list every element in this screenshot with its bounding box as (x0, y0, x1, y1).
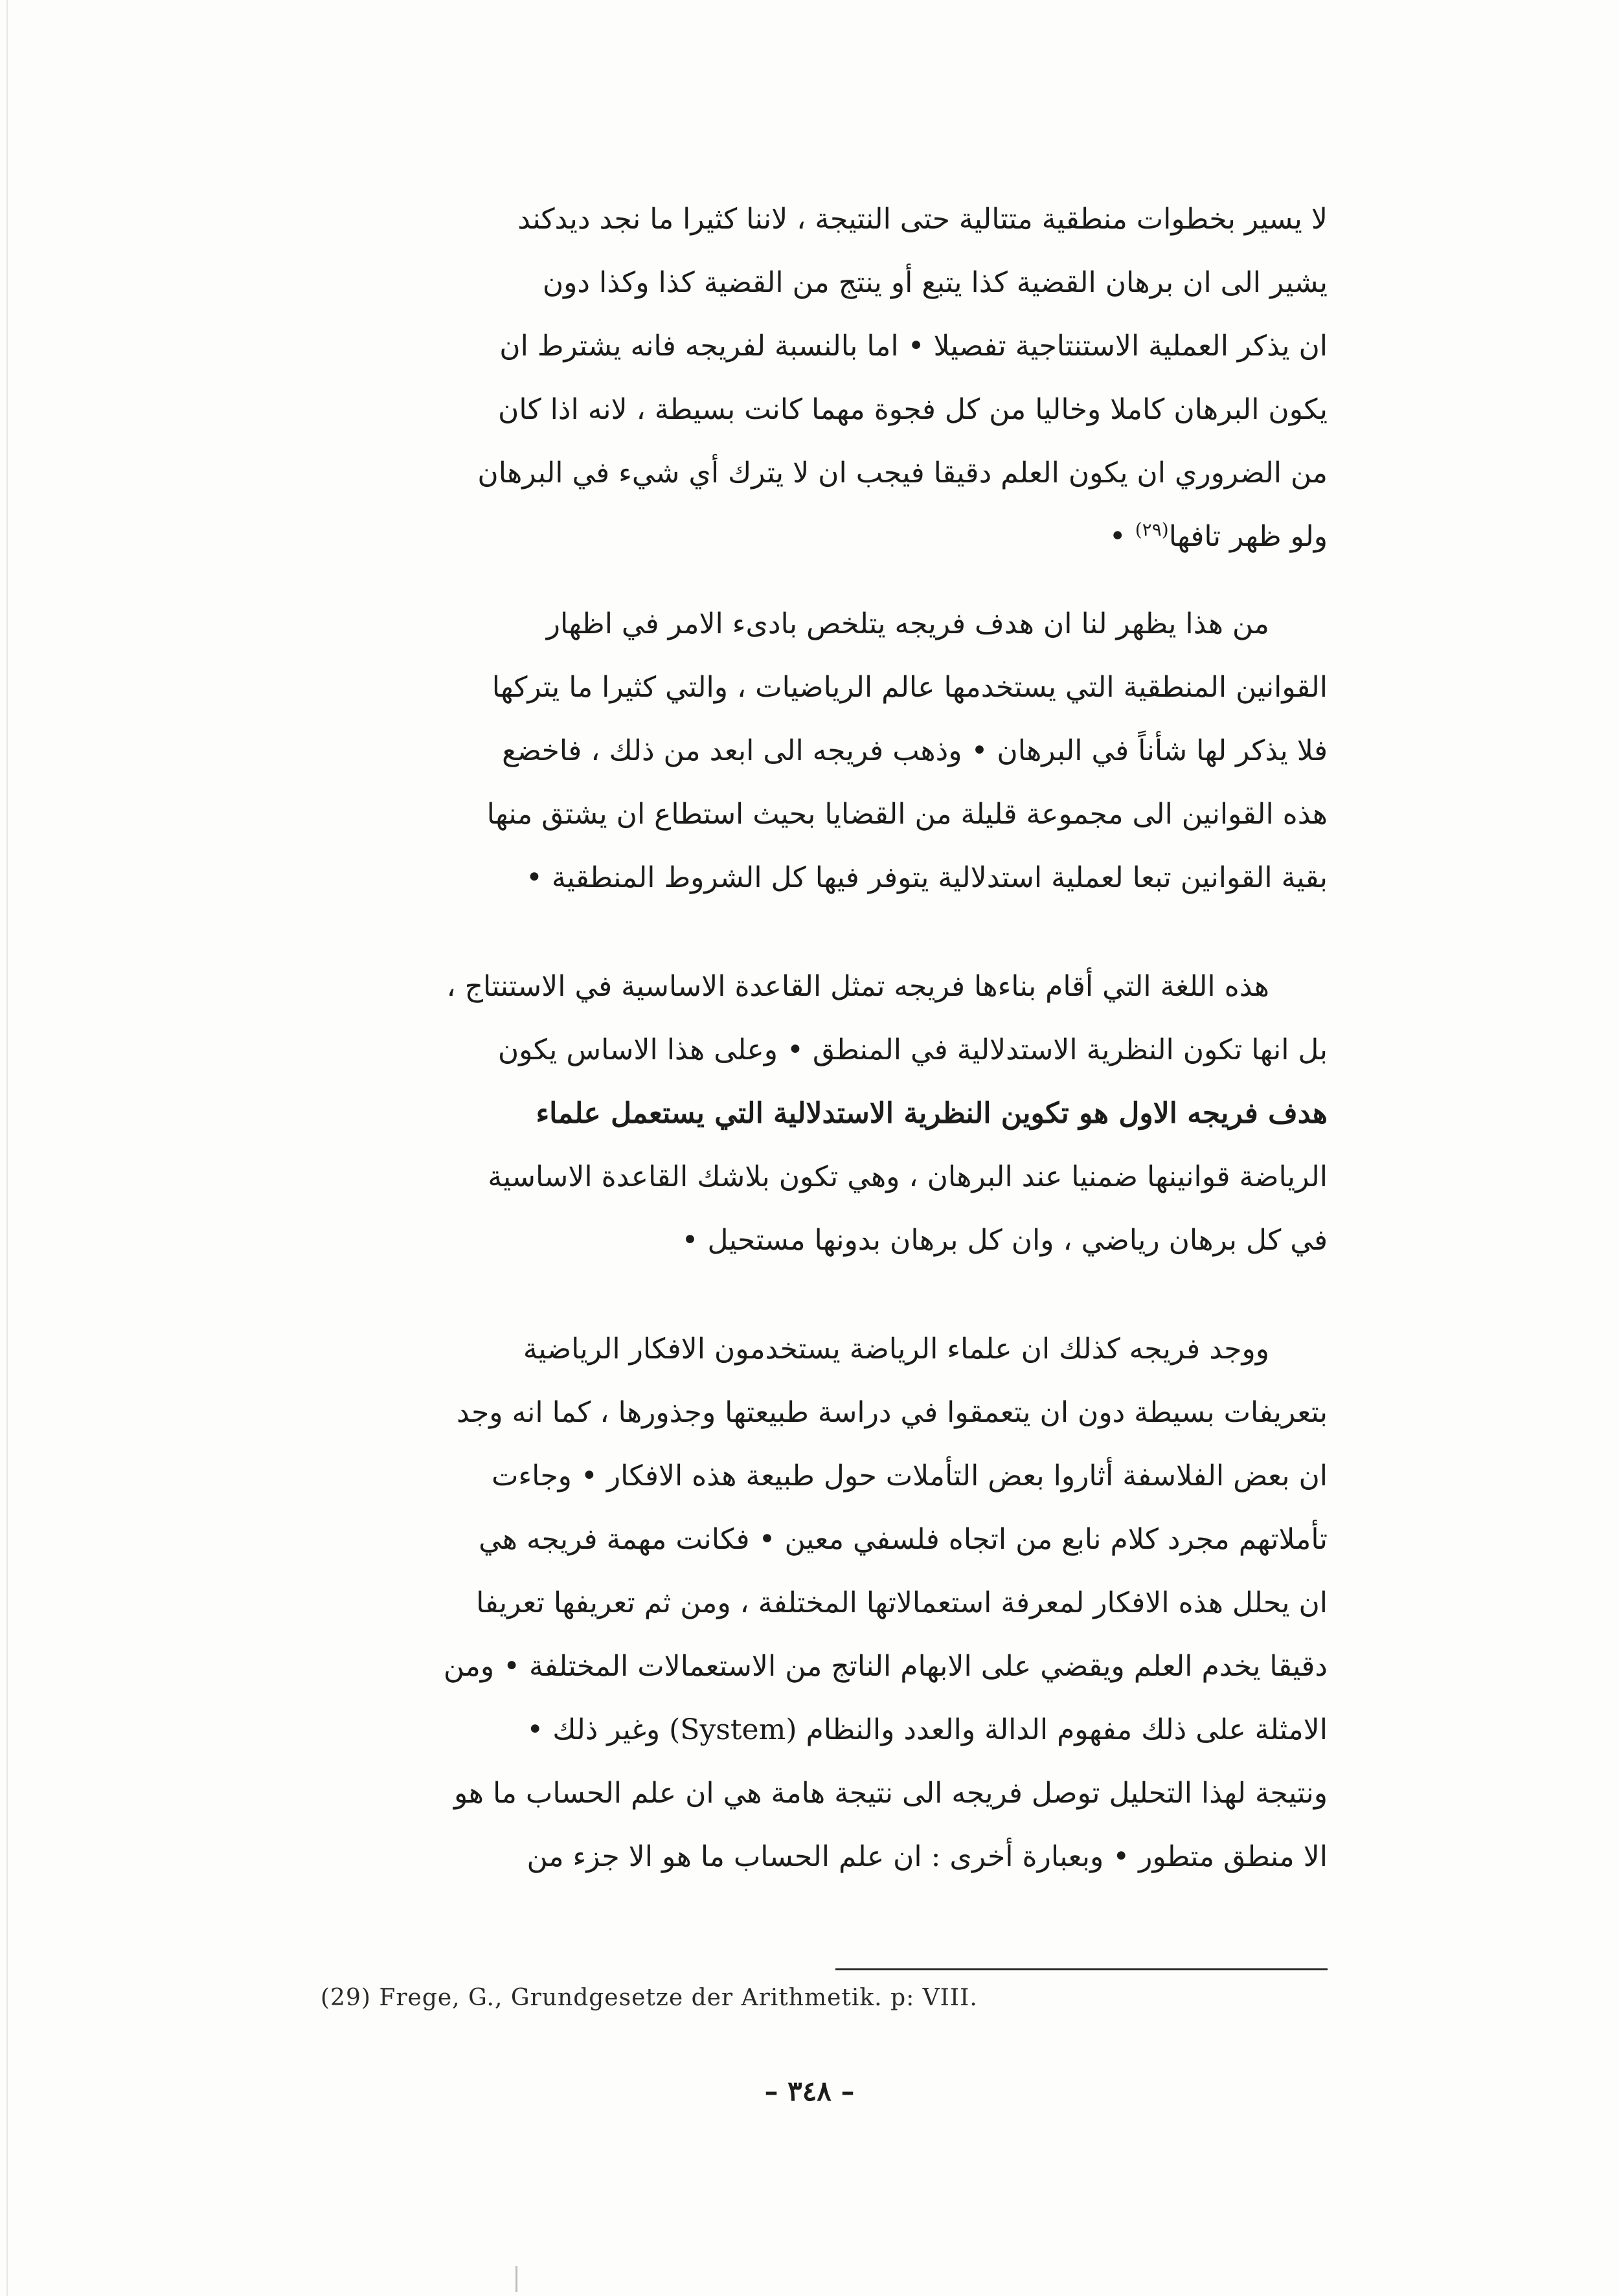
line-end: • (1109, 520, 1135, 553)
paragraph-line: الرياضة قوانينها ضمنيا عند البرهان ، وهي تكون بلاشك القاعدة الاساسية (488, 1160, 1328, 1193)
paragraph-line: دقيقا يخدم العلم ويقضي على الابهام الناتج من الاستعمالات المختلفة • ومن (443, 1650, 1328, 1683)
paragraph-line: في كل برهان رياضي ، وان كل برهان بدونها مستحيل • (681, 1224, 1328, 1257)
paragraph-line: من هذا يظهر لنا ان هدف فريجه يتلخص بادىء الامر في اظهار (546, 607, 1269, 640)
paragraph-1 (259, 188, 1328, 568)
paragraph-3 (259, 955, 1328, 1272)
paragraph-line: بقية القوانين تبعا لعملية استدلالية يتوفر فيها كل الشروط المنطقية • (525, 861, 1328, 894)
line-text: ولو ظهر تافها (1168, 520, 1328, 553)
paragraph-last-line (259, 505, 1328, 568)
scan-margin-line (6, 0, 8, 2296)
paragraph-line: ان بعض الفلاسفة أثاروا بعض التأملات حول طبيعة هذه الافكار • وجاءت (491, 1459, 1328, 1492)
paragraph-line: يكون البرهان كاملا وخاليا من كل فجوة مهما كانت بسيطة ، لانه اذا كان (498, 393, 1328, 426)
paragraph-line: ووجد فريجه كذلك ان علماء الرياضة يستخدمون الافكار الرياضية (523, 1333, 1269, 1366)
paragraph-line: فلا يذكر لها شأناً في البرهان • وذهب فريجه الى ابعد من ذلك ، فاخضع (502, 734, 1328, 767)
paragraph-line: الا منطق متطور • وبعبارة أخرى : ان علم الحساب ما هو الا جزء من (526, 1840, 1328, 1873)
paragraph-line: هذه اللغة التي أقام بناءها فريجه تمثل القاعدة الاساسية في الاستنتاج ، (446, 970, 1269, 1003)
paragraph-line: القوانين المنطقية التي يستخدمها عالم الرياضيات ، والتي كثيرا ما يتركها (492, 671, 1328, 704)
paragraph-line: تأملاتهم مجرد كلام نابع من اتجاه فلسفي معين • فكانت مهمة فريجه هي (479, 1523, 1328, 1556)
paragraph-line: ان يحلل هذه الافكار لمعرفة استعمالاتها المختلفة ، ومن ثم تعريفها تعريفا (476, 1586, 1328, 1619)
paragraph-line: بل انها تكون النظرية الاستدلالية في المنطق • وعلى هذا الاساس يكون (497, 1033, 1328, 1066)
page-number: – ٣٤٨ – (764, 2075, 855, 2107)
footnote: (29) Frege, G., Grundgesetze der Arithmetik. p: VIII. (321, 1985, 978, 2011)
paragraph-4 (259, 1318, 1328, 1889)
paragraph-line: هذه القوانين الى مجموعة قليلة من القضايا بحيث استطاع ان يشتق منها (486, 798, 1328, 831)
scan-speck (515, 2266, 517, 2292)
paragraph-line: من الضروري ان يكون العلم دقيقا فيجب ان لا يترك أي شيء في البرهان (477, 456, 1328, 490)
paragraph-line: لا يسير بخطوات منطقية متتالية حتى النتيجة ، لاننا كثيرا ما نجد ديدكند (517, 203, 1328, 236)
paragraph-line: ان يذكر العملية الاستنتاجية تفصيلا • اما بالنسبة لفريجه فانه يشترط ان (499, 330, 1328, 363)
paragraph-line: بتعريفات بسيطة دون ان يتعمقوا في دراسة طبيعتها وجذورها ، كما انه وجد (457, 1396, 1328, 1429)
footnote-reference: (٢٩) (1135, 519, 1169, 541)
paragraph-line: ونتيجة لهذا التحليل توصل فريجه الى نتيجة هامة هي ان علم الحساب ما هو (454, 1777, 1328, 1810)
paragraph-line: الامثلة على ذلك مفهوم الدالة والعدد والنظام (System) وغير ذلك • (526, 1713, 1328, 1746)
paragraph-2 (259, 592, 1328, 910)
bold-paragraph-line: هدف فريجه الاول هو تكوين النظرية الاستدلالية التي يستعمل علماء (536, 1097, 1328, 1130)
footnote-divider (835, 1968, 1328, 1970)
paragraph-line: يشير الى ان برهان القضية كذا يتبع أو ينتج من القضية كذا وكذا دون (542, 266, 1328, 299)
